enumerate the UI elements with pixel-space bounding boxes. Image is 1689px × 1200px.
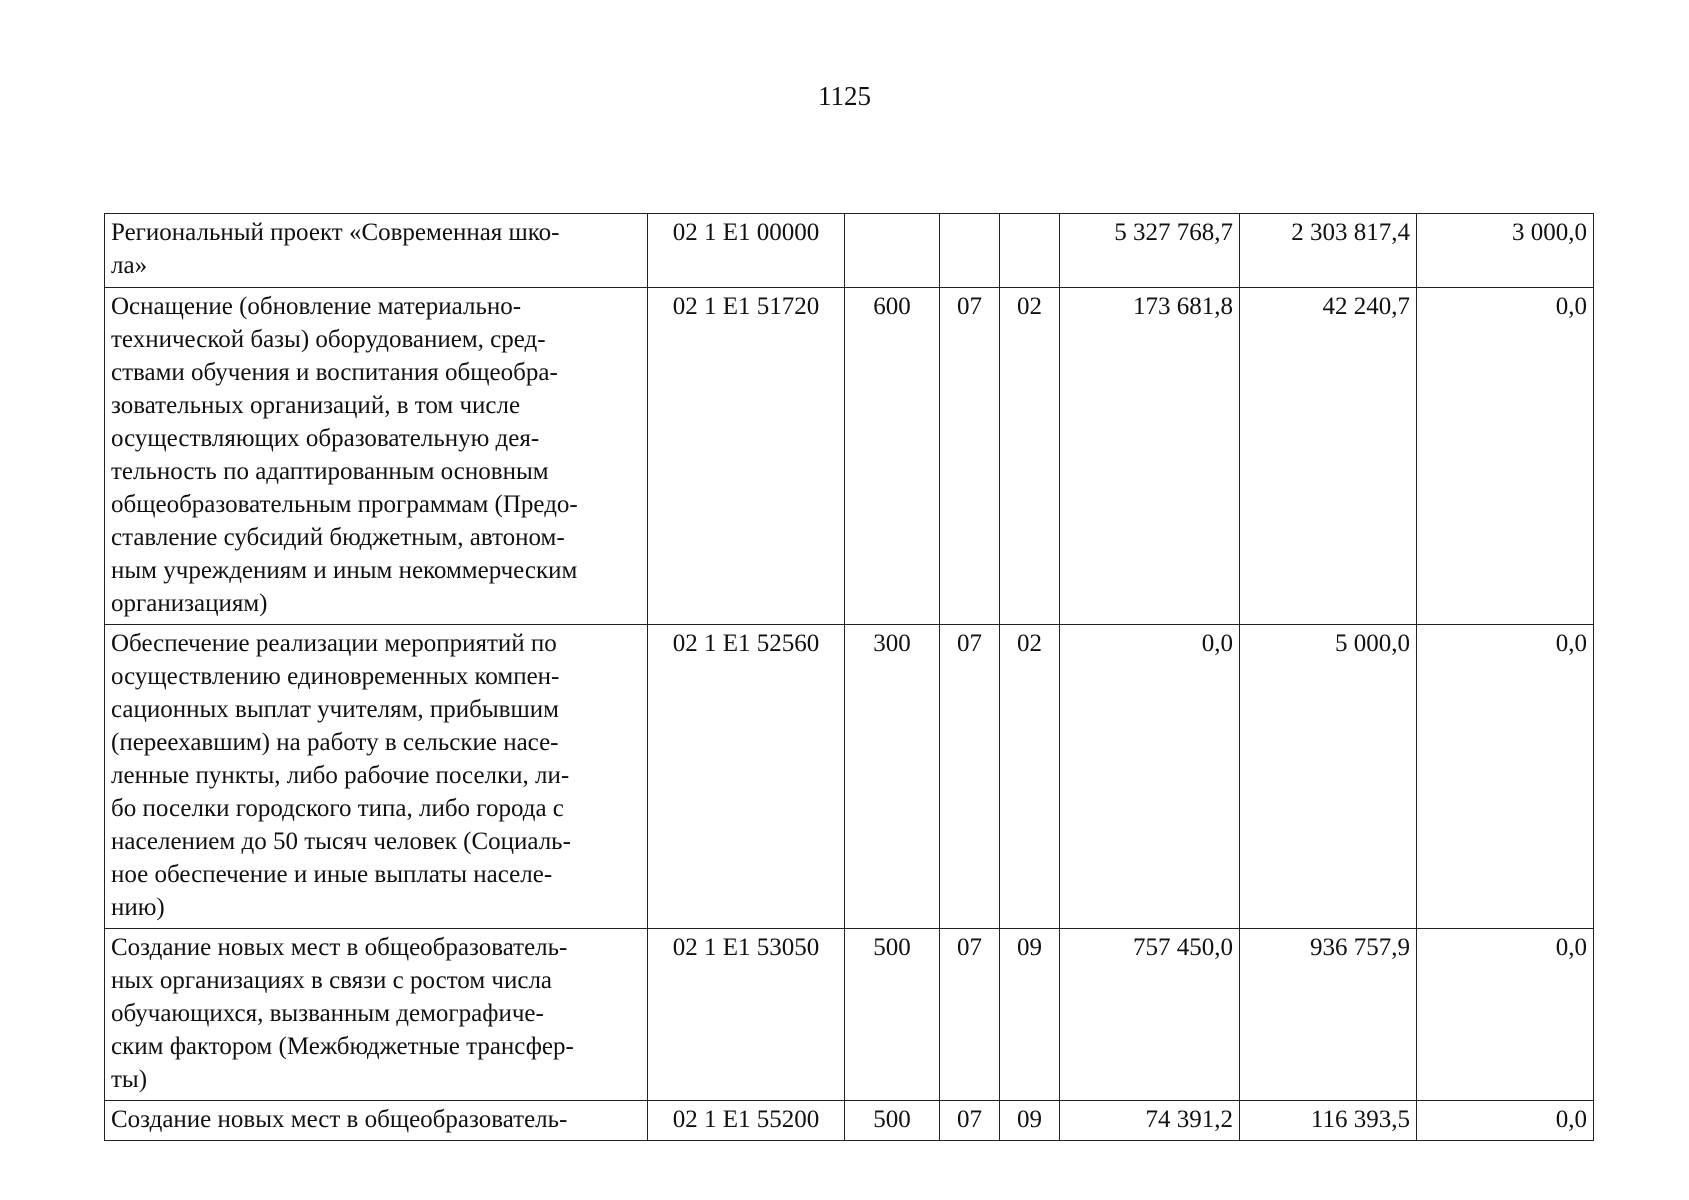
cell-sum-1: 757 450,0 xyxy=(1060,929,1240,1101)
cell-sum-3: 0,0 xyxy=(1417,1101,1594,1141)
cell-sum-1: 173 681,8 xyxy=(1060,288,1240,625)
table-row xyxy=(105,288,1594,625)
cell-name xyxy=(105,625,648,929)
cell-pr: 09 xyxy=(1000,929,1060,1101)
cell-rz xyxy=(940,214,1000,288)
cell-rz: 07 xyxy=(940,625,1000,929)
row-name-text: Региональный проект «Современная шко- ла» xyxy=(111,219,560,279)
cell-name xyxy=(105,929,648,1101)
cell-vr: 600 xyxy=(845,288,940,625)
cell-sum-2: 116 393,5 xyxy=(1240,1101,1417,1141)
cell-name xyxy=(105,288,648,625)
cell-code: 02 1 E1 00000 xyxy=(648,214,845,288)
table-row xyxy=(105,1101,1594,1141)
cell-pr xyxy=(1000,214,1060,288)
cell-sum-3: 0,0 xyxy=(1417,929,1594,1101)
cell-sum-2: 936 757,9 xyxy=(1240,929,1417,1101)
row-name-text: Оснащение (обновление материально- технической базы) оборудованием, сред- ствами обучения и воспитания общеобра- зовательных организаций, в том числе осуществляющих образовательную дея- тельность по адаптированным основным общеобразовательным программам (Предо- ставление субсидий бюджетным, автоном- ным учреждениям и иным некоммерческим организациям) xyxy=(111,293,578,617)
cell-sum-3: 3 000,0 xyxy=(1417,214,1594,288)
row-name-text: Создание новых мест в общеобразователь- xyxy=(111,1106,568,1133)
cell-name xyxy=(105,214,648,288)
budget-table xyxy=(104,213,1594,1141)
cell-pr: 02 xyxy=(1000,625,1060,929)
cell-sum-2: 42 240,7 xyxy=(1240,288,1417,625)
cell-vr: 500 xyxy=(845,1101,940,1141)
cell-code: 02 1 E1 53050 xyxy=(648,929,845,1101)
cell-name xyxy=(105,1101,648,1141)
cell-code: 02 1 E1 55200 xyxy=(648,1101,845,1141)
cell-vr xyxy=(845,214,940,288)
cell-sum-3: 0,0 xyxy=(1417,625,1594,929)
table-row xyxy=(105,214,1594,288)
row-name-text: Создание новых мест в общеобразователь- ных организациях в связи с ростом числа обучающихся, вызванным демографиче- ским фактором (Межбюджетные трансфер- ты) xyxy=(111,934,574,1093)
cell-code: 02 1 E1 52560 xyxy=(648,625,845,929)
cell-pr: 09 xyxy=(1000,1101,1060,1141)
cell-rz: 07 xyxy=(940,288,1000,625)
cell-sum-1: 5 327 768,7 xyxy=(1060,214,1240,288)
cell-sum-1: 0,0 xyxy=(1060,625,1240,929)
cell-sum-2: 2 303 817,4 xyxy=(1240,214,1417,288)
table-row xyxy=(105,929,1594,1101)
table-row xyxy=(105,625,1594,929)
cell-vr: 300 xyxy=(845,625,940,929)
cell-sum-2: 5 000,0 xyxy=(1240,625,1417,929)
cell-sum-1: 74 391,2 xyxy=(1060,1101,1240,1141)
cell-rz: 07 xyxy=(940,1101,1000,1141)
cell-sum-3: 0,0 xyxy=(1417,288,1594,625)
page-number: 1125 xyxy=(818,81,871,111)
cell-pr: 02 xyxy=(1000,288,1060,625)
cell-code: 02 1 E1 51720 xyxy=(648,288,845,625)
row-name-text: Обеспечение реализации мероприятий по осуществлению единовременных компен- сационных выплат учителям, прибывшим (переехавшим) на работу в сельские насе- ленные пункты, либо рабочие поселки, ли- бо поселки городского типа, либо города с населением до 50 тысяч человек (Социаль- ное обеспечение и иные выплаты населе- нию) xyxy=(111,630,571,921)
cell-vr: 500 xyxy=(845,929,940,1101)
cell-rz: 07 xyxy=(940,929,1000,1101)
